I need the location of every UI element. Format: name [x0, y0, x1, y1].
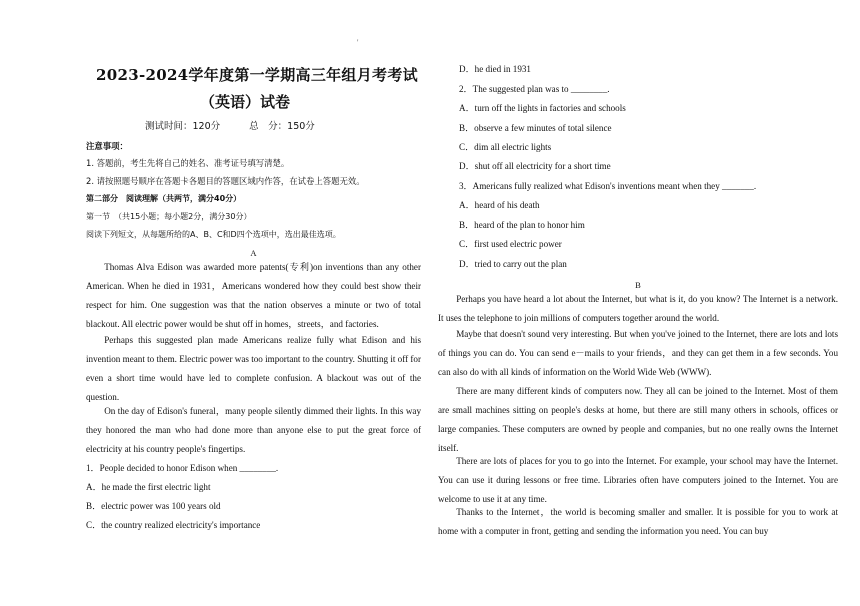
passage-b-paragraph-2: Maybe that doesn't sound very interesting. But when you've joined to the Internet, there are lots and lots of things you can do. You can send e－mails to your friends，and they can get them in a few seconds. You can also do with all kinds of information on the World Wide Web (WWW). [438, 329, 838, 377]
question-1-option-c: C．the country realized electricity's importance [86, 520, 261, 530]
part2-heading: 第二部分 阅读理解（共两节，满分40分） [86, 194, 242, 203]
question-2-option-d: D．shut off all electricity for a short time [459, 161, 611, 171]
question-3-option-b: B．heard of the plan to honor him [459, 220, 585, 230]
instruction: 阅读下列短文，从每题所给的A、B、C和D四个选项中，选出最佳选项。 [86, 230, 341, 239]
question-2-option-c: C．dim all electric lights [459, 142, 552, 152]
passage-a-paragraph-1: Thomas Alva Edison was awarded more patents(专利)on inventions than any other American. When he died in 1931，Americans wondered how they could best show their respect for him. One suggestion was that the nation observes a minute or two of total blackout. All electric power would be shut off in homes，streets，and factories. [86, 262, 421, 329]
question-1-option-b: B．electric power was 100 years old [86, 501, 221, 511]
total-score: 总 分：150分 [249, 121, 315, 132]
passage-b-paragraph-1: Perhaps you have heard a lot about the Internet, but what is it, do you know? The Internet is a network. It uses the telephone to join millions of computers together around the world. [438, 294, 838, 323]
section1-heading: 第一节 （共15小题；每小题2分，满分30分） [86, 212, 252, 221]
question-1-stem: 1．People decided to honor Edison when ________. [86, 463, 279, 473]
question-1-option-d: D．he died in 1931 [459, 64, 531, 74]
passage-b-paragraph-4: There are lots of places for you to go into the Internet. For example, your school may have the Internet. You can use it during lessons or free time. Libraries often have computers joined to the Internet. You are welcome to use it at any time. [438, 456, 838, 504]
question-3-option-d: D．tried to carry out the plan [459, 259, 567, 269]
note-2: 2. 请按照题号顺序在答题卡各题目的答题区域内作答，在试卷上答题无效。 [86, 176, 365, 186]
note-1: 1. 答题前，考生先将自己的姓名、准考证号填写清楚。 [86, 158, 290, 168]
header-mark: ' [357, 38, 359, 47]
notes-heading: 注意事项： [86, 141, 128, 151]
passage-b-paragraph-3: There are many different kinds of computers now. They all can be joined to the Internet. Most of them are small machines sitting on people's desks at home, but there are still many others in schools, offices or large companies. These computers are owned by people and companies, but no one really owns the Internet itself. [438, 386, 838, 453]
question-3-option-a: A．heard of his death [459, 200, 540, 210]
passage-a-paragraph-2: Perhaps this suggested plan made Americans realize fully what Edison and his invention meant to them. Electric power was too important to the country. Shutting it off for even a short time would have led to complete confusion. A blackout was out of the question. [86, 335, 421, 402]
passage-b-paragraph-5: Thanks to the Internet，the world is becoming smaller and smaller. It is possible for you to work at home with a computer in front, getting and sending the information you need. You can buy [438, 507, 838, 536]
question-3-stem: 3．Americans fully realized what Edison's inventions meant when they _______. [459, 181, 757, 191]
exam-subtitle: （英语）试卷 [200, 93, 291, 111]
question-1-option-a: A．he made the first electric light [86, 482, 211, 492]
question-2-stem: 2．The suggested plan was to ________. [459, 84, 610, 94]
test-time: 测试时间：120分 [145, 121, 221, 132]
exam-meta [145, 118, 341, 132]
passage-a-paragraph-3: On the day of Edison's funeral，many people silently dimmed their lights. In this way they honored the man who had done more than anyone else to put the great force of electricity at his country people's fingertips. [86, 406, 421, 454]
passage-b-label: B [635, 280, 641, 290]
question-2-option-a: A．turn off the lights in factories and schools [459, 103, 626, 113]
question-3-option-c: C．first used electric power [459, 239, 562, 249]
exam-title: 2023-2024学年度第一学期高三年组月考考试 [96, 66, 418, 84]
passage-a-label: A [250, 248, 257, 258]
question-2-option-b: B．observe a few minutes of total silence [459, 123, 612, 133]
